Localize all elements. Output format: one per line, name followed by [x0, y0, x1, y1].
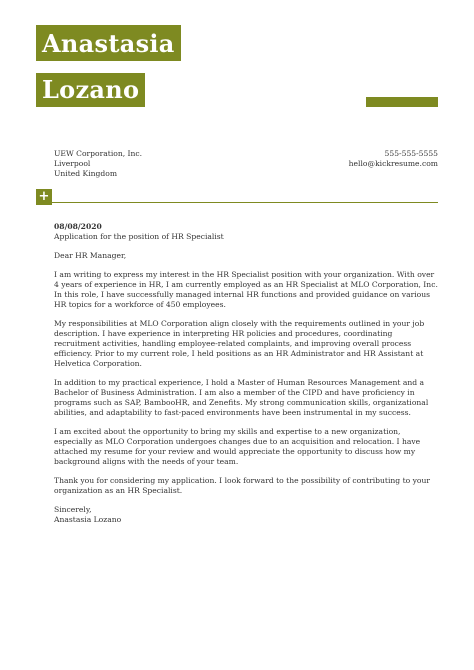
letter-paragraph: I am excited about the opportunity to bring my skills and expertise to a new organization, especially as MLO Corporation undergoes changes due to an acquisition and relocation. I have attached my resume for your review and would appreciate the opportunity to discuss how my background aligns with the needs of your team.	[54, 427, 421, 466]
letter-signature: Anastasia Lozano	[54, 515, 122, 524]
letter-paragraph: Thank you for considering my application. I look forward to the possibility of contributing to your organization as an HR Specialist.	[54, 476, 430, 495]
letter-paragraph: I am writing to express my interest in the HR Specialist position with your organization. With over 4 years of experience in HR, I am currently employed as an HR Specialist at MLO Corporation, Inc. In this role, I have successfully managed internal HR functions and provided guidance on various HR topics for a workforce of 450 employees.	[54, 270, 438, 309]
section-divider	[36, 189, 438, 205]
letter-body	[54, 222, 439, 525]
letter-greeting: Dear HR Manager,	[54, 251, 127, 260]
letter-date: 08/08/2020	[54, 222, 102, 231]
letter-closing: Sincerely,	[54, 505, 92, 514]
sender-email: hello@kickresume.com	[348, 159, 438, 168]
last-name-banner: Lozano	[36, 73, 145, 107]
letter-subject: Application for the position of HR Specialist	[54, 232, 224, 241]
recipient-address	[54, 149, 142, 179]
recipient-city: Liverpool	[54, 159, 91, 168]
letter-paragraph: My responsibilities at MLO Corporation align closely with the requirements outlined in your job description. I have experience in interpreting HR policies and procedures, coordinating recruitment activities, handling employee-related complaints, and improving overall process efficiency. Prior to my current role, I held positions as an HR Administrator and HR Assistant at Helvetica Corporation.	[54, 319, 425, 368]
letter-paragraph: In addition to my practical experience, I hold a Master of Human Resources Management and a Bachelor of Business Administration. I am also a member of the CIPD and have proficiency in programs such as SAP, BambooHR, and Zenefits. My strong communication skills, organizational abilities, and adaptability to fast-paced environments have been instrumental in my success.	[54, 378, 429, 417]
sender-phone: 555-555-5555	[384, 149, 438, 158]
sender-contact	[349, 149, 438, 169]
recipient-company: UEW Corporation, Inc.	[54, 149, 143, 158]
plus-icon: +	[36, 189, 52, 205]
divider-rule	[52, 202, 438, 203]
recipient-country: United Kingdom	[54, 169, 118, 178]
first-name-banner: Anastasia	[36, 25, 181, 61]
accent-bar	[366, 97, 438, 107]
